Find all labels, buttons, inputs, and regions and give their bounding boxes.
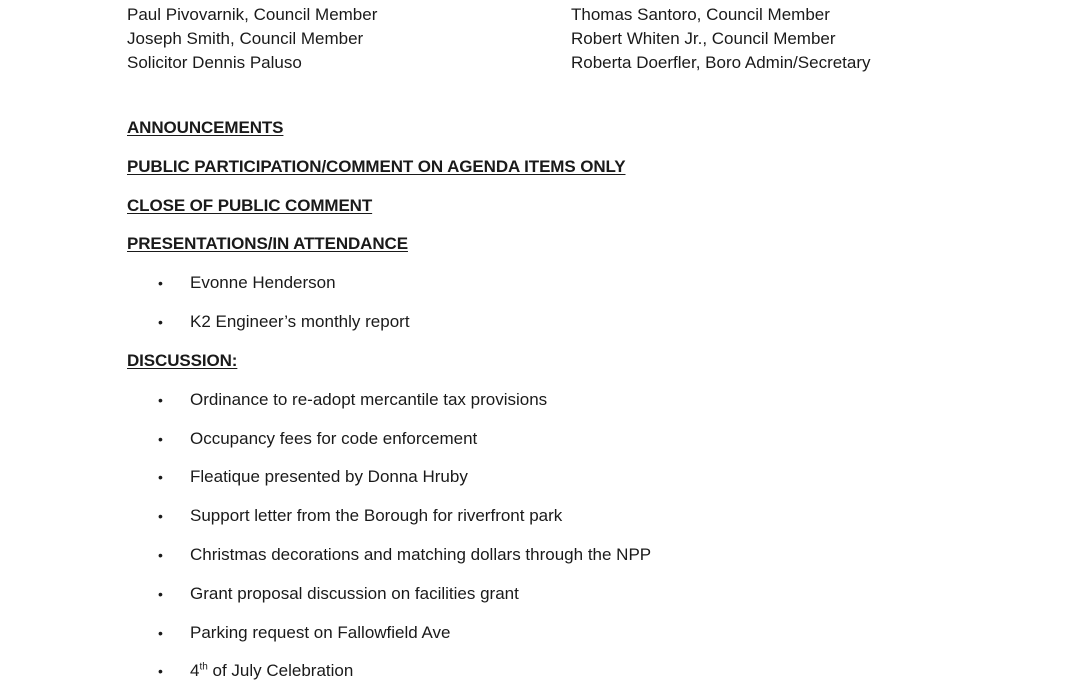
attendee-name: Solicitor Dennis Paluso <box>127 53 302 72</box>
list-item <box>158 544 651 566</box>
bullet-icon: • <box>158 508 163 524</box>
bullet-icon: • <box>158 314 163 330</box>
bullet-icon: • <box>158 469 163 485</box>
list-item-text: Fleatique presented by Donna Hruby <box>190 467 468 486</box>
attendee-row <box>127 51 1007 75</box>
bullet-icon: • <box>158 431 163 447</box>
list-item <box>158 622 451 644</box>
attendee-row <box>127 3 1007 27</box>
list-item-text: Parking request on Fallowfield Ave <box>190 623 451 642</box>
attendee-name: Joseph Smith, Council Member <box>127 29 364 48</box>
bullet-icon: • <box>158 275 163 291</box>
list-item <box>158 389 547 411</box>
list-item-text: Occupancy fees for code enforcement <box>190 429 478 448</box>
list-item-text: Ordinance to re-adopt mercantile tax provisions <box>190 390 548 409</box>
list-item-text: K2 Engineer’s monthly report <box>190 312 410 331</box>
attendee-name: Paul Pivovarnik, Council Member <box>127 5 378 24</box>
ordinal-suffix: th <box>199 661 208 673</box>
list-item-text: Evonne Henderson <box>190 273 336 292</box>
heading-public-participation: PUBLIC PARTICIPATION/COMMENT ON AGENDA ITEMS ONLY <box>127 157 626 176</box>
bullet-icon: • <box>158 586 163 602</box>
list-item <box>158 311 410 333</box>
list-item <box>158 466 468 488</box>
heading-discussion: DISCUSSION: <box>127 351 238 370</box>
bullet-icon: • <box>158 625 163 641</box>
list-item <box>158 660 353 682</box>
bullet-icon: • <box>158 663 163 679</box>
bullet-icon: • <box>158 547 163 563</box>
ordinal-rest: of July Celebration <box>207 661 354 680</box>
list-item-text: Grant proposal discussion on facilities grant <box>190 584 519 603</box>
list-item <box>158 428 477 450</box>
heading-close-public-comment: CLOSE OF PUBLIC COMMENT <box>127 196 373 215</box>
ordinal-number: 4 <box>190 661 200 680</box>
list-item <box>158 272 336 294</box>
list-item <box>158 583 519 605</box>
list-item-text: Christmas decorations and matching dollars through the NPP <box>190 545 652 564</box>
heading-announcements: ANNOUNCEMENTS <box>127 118 284 137</box>
bullet-icon: • <box>158 392 163 408</box>
attendee-name: Thomas Santoro, Council Member <box>571 5 830 24</box>
attendee-name: Roberta Doerfler, Boro Admin/Secretary <box>571 53 871 72</box>
list-item-text <box>190 661 353 680</box>
list-item <box>158 505 562 527</box>
heading-presentations: PRESENTATIONS/IN ATTENDANCE <box>127 234 408 253</box>
attendee-name: Robert Whiten Jr., Council Member <box>571 29 836 48</box>
list-item-text: Support letter from the Borough for riverfront park <box>190 506 563 525</box>
attendee-row <box>127 27 1007 51</box>
